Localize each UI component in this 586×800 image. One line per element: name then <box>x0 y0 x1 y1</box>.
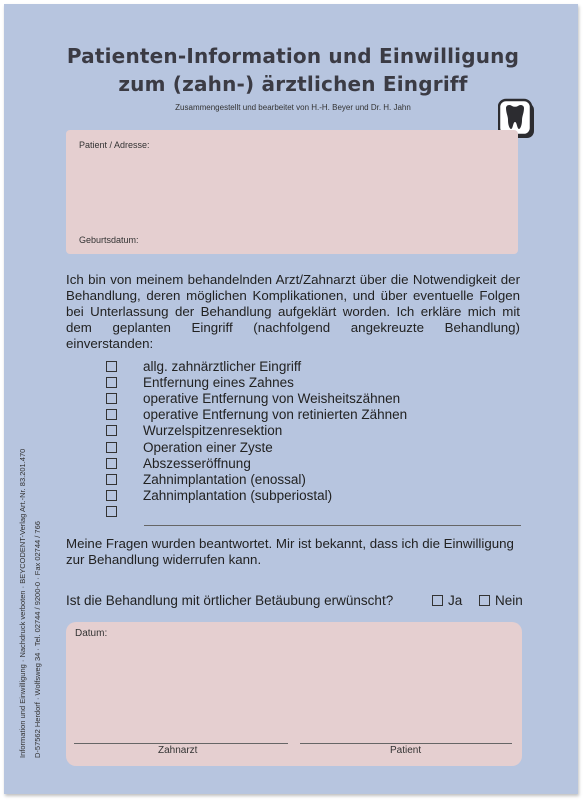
procedure-checklist <box>106 358 526 520</box>
list-item <box>106 488 526 504</box>
list-item <box>106 471 526 487</box>
questions-paragraph: Meine Fragen wurden beantwortet. Mir ist bekannt, dass ich die Einwilligung zur Behandlung widerrufen kann. <box>66 536 514 567</box>
checkbox[interactable] <box>106 361 117 372</box>
form-subtitle: Zusammengestellt und bearbeitet von H.-H. Beyer und Dr. H. Jahn <box>175 103 411 112</box>
dentist-signature-line[interactable] <box>74 743 288 744</box>
checkbox[interactable] <box>106 458 117 469</box>
list-item <box>106 455 526 471</box>
checkbox[interactable] <box>106 490 117 501</box>
option-yes[interactable] <box>432 593 462 608</box>
checkbox[interactable] <box>106 409 117 420</box>
patient-address-label: Patient / Adresse: <box>79 140 150 150</box>
checkbox[interactable] <box>106 393 117 404</box>
checkbox[interactable] <box>106 474 117 485</box>
signature-field[interactable] <box>66 622 522 766</box>
checkbox[interactable] <box>106 506 117 517</box>
option-no[interactable] <box>479 593 523 608</box>
other-procedure-line[interactable] <box>144 525 521 526</box>
procedure-label: Abszesseröffnung <box>143 455 251 471</box>
list-item-blank <box>106 504 526 520</box>
side-imprint-line1: Information und Einwilligung · Nachdruck verboten · BEYCODENT-Verlag Art.-Nr. 83.201.470 <box>18 448 27 758</box>
list-item <box>106 407 526 423</box>
checkbox[interactable] <box>432 595 443 606</box>
procedure-label: Zahnimplantation (subperiostal) <box>143 488 333 504</box>
option-yes-label: Ja <box>448 593 463 608</box>
form-title-line2: zum (zahn-) ärztlichen Eingriff <box>118 72 468 96</box>
checkbox[interactable] <box>106 377 117 388</box>
procedure-label: Entfernung eines Zahnes <box>143 374 294 390</box>
form-title-line1: Patienten-Information und Einwilligung <box>66 44 520 68</box>
procedure-label: operative Entfernung von Weisheitszähnen <box>143 390 401 406</box>
checkbox[interactable] <box>479 595 490 606</box>
anesthesia-question: Ist die Behandlung mit örtlicher Betäubung erwünscht? <box>66 593 394 608</box>
consent-paragraph: Ich bin von meinem behandelnden Arzt/Zahnarzt über die Notwendigkeit der Behandlung, deren möglichen Komplikationen, und über eventuelle Folgen bei Unterlassung der Behandlung aufgeklärt worden. Ich erkläre mich mit dem geplanten Eingriff (nachfolgend angekreuzte Behandlung) einverstanden: <box>66 272 520 351</box>
checkbox[interactable] <box>106 442 117 453</box>
list-item <box>106 390 526 406</box>
patient-signature-line[interactable] <box>300 743 512 744</box>
list-item <box>106 374 526 390</box>
patient-signature-label: Patient <box>390 745 422 756</box>
date-label: Datum: <box>75 628 108 639</box>
procedure-label: Zahnimplantation (enossal) <box>143 471 306 487</box>
list-item <box>106 358 526 374</box>
procedure-label: Wurzelspitzenresektion <box>143 423 283 439</box>
side-imprint-line2: D-57562 Herdorf · Wolfsweg 34 · Tel. 02744 / 9200-0 · Fax 02744 / 766 <box>33 521 42 758</box>
checkbox[interactable] <box>106 425 117 436</box>
dentist-signature-label: Zahnarzt <box>158 745 198 756</box>
option-no-label: Nein <box>495 593 523 608</box>
procedure-label: allg. zahnärztlicher Eingriff <box>143 358 302 374</box>
list-item <box>106 439 526 455</box>
birthdate-label: Geburtsdatum: <box>79 235 139 245</box>
procedure-label: operative Entfernung von retinierten Zähnen <box>143 407 408 423</box>
patient-address-field[interactable] <box>66 130 518 254</box>
procedure-label: Operation einer Zyste <box>143 439 273 455</box>
list-item <box>106 423 526 439</box>
